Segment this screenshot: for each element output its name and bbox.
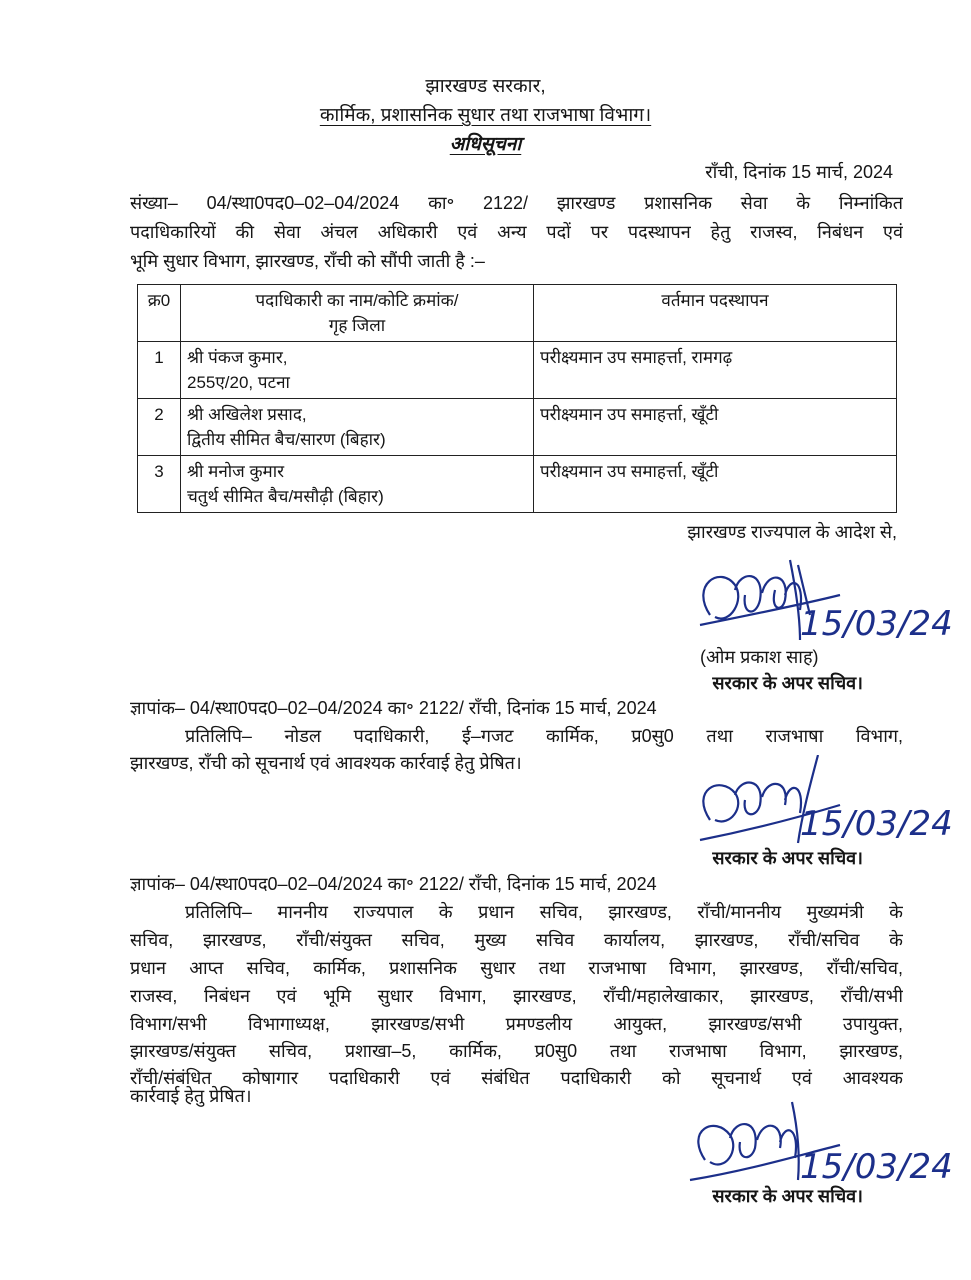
text-line: पदाधिकारियों की सेवा अंचल अधिकारी एवं अन्य पदों पर पदस्थापन हेतु राजस्व, निबंधन एवं	[130, 222, 903, 242]
signature	[690, 755, 960, 850]
officers-table	[137, 284, 897, 513]
text-line: राजस्व, निबंधन एवं भूमि सुधार विभाग, झारखण्ड, राँची/महालेखाकार, झारखण्ड, राँची/सभी	[130, 986, 903, 1006]
cell-name	[181, 399, 534, 456]
col-sn: क्र0	[138, 285, 181, 342]
signature	[680, 1100, 960, 1195]
table-header-row	[138, 285, 897, 342]
memo-ref: ज्ञापांक– 04/स्था0पद0–02–04/2024 का॰ 2122/ राँची, दिनांक 15 मार्च, 2024	[130, 874, 657, 894]
text-line: प्रधान आप्त सचिव, कार्मिक, प्रशासनिक सुधार तथा राजभाषा विभाग, झारखण्ड, राँची/सचिव,	[130, 958, 903, 978]
officer-name: श्री पंकज कुमार,	[187, 348, 288, 367]
cell-posting: परीक्ष्यमान उप समाहर्त्ता, खूँटी	[534, 456, 897, 513]
officer-detail: 255ए/20, पटना	[187, 373, 290, 392]
officer-detail: द्वितीय सीमित बैच/सारण (बिहार)	[187, 430, 386, 449]
signature-date: 15/03/24	[800, 1147, 953, 1187]
doc-type: अधिसूचना	[449, 134, 522, 155]
col-name	[181, 285, 534, 342]
signature	[690, 555, 960, 650]
place-date: राँची, दिनांक 15 मार्च, 2024	[705, 162, 893, 182]
text-line: कार्रवाई हेतु प्रेषित।	[130, 1086, 252, 1106]
officer-detail: चतुर्थ सीमित बैच/मसौढ़ी (बिहार)	[187, 487, 384, 506]
officer-name: श्री मनोज कुमार	[187, 462, 285, 481]
text-line: संख्या– 04/स्था0पद0–02–04/2024 का॰ 2122/ झारखण्ड प्रशासनिक सेवा के निम्नांकित	[130, 193, 903, 213]
order-line: झारखण्ड राज्यपाल के आदेश से,	[687, 522, 897, 542]
text-line: विभाग/सभी विभागाध्यक्ष, झारखण्ड/सभी प्रमण्डलीय आयुक्त, झारखण्ड/सभी उपायुक्त,	[130, 1014, 903, 1034]
text-line: प्रतिलिपि– नोडल पदाधिकारी, ई–गजट कार्मिक, प्र0सु0 तथा राजभाषा विभाग,	[185, 726, 903, 746]
table-row	[138, 342, 897, 399]
text-line: झारखण्ड, राँची को सूचनार्थ एवं आवश्यक कार्रवाई हेतु प्रेषित।	[130, 753, 522, 773]
department-name: कार्मिक, प्रशासनिक सुधार तथा राजभाषा विभाग।	[319, 105, 652, 126]
signature-date: 15/03/24	[800, 604, 953, 644]
signatory-name: (ओम प्रकाश साह)	[700, 647, 819, 667]
cell-name	[181, 342, 534, 399]
cell-sn: 3	[138, 456, 181, 513]
table-row	[138, 399, 897, 456]
signature-date: 15/03/24	[800, 804, 953, 844]
cell-posting: परीक्ष्यमान उप समाहर्त्ता, खूँटी	[534, 399, 897, 456]
signatory-designation: सरकार के अपर सचिव।	[712, 848, 863, 868]
col-posting: वर्तमान पदस्थापन	[534, 285, 897, 342]
cell-name	[181, 456, 534, 513]
cell-sn: 1	[138, 342, 181, 399]
col-name-line1: पदाधिकारी का नाम/कोटि क्रमांक/	[255, 291, 459, 310]
text-line: राँची/संबंधित कोषागार पदाधिकारी एवं संबंधित पदाधिकारी को सूचनार्थ एवं आवश्यक	[130, 1068, 903, 1088]
memo-ref: ज्ञापांक– 04/स्था0पद0–02–04/2024 का॰ 2122/ राँची, दिनांक 15 मार्च, 2024	[130, 698, 657, 718]
text-line: झारखण्ड/संयुक्त सचिव, प्रशाखा–5, कार्मिक, प्र0सु0 तथा राजभाषा विभाग, झारखण्ड,	[130, 1041, 903, 1061]
table-row	[138, 456, 897, 513]
org-name: झारखण्ड सरकार,	[425, 76, 546, 97]
col-name-line2: गृह जिला	[328, 316, 386, 335]
signatory-designation: सरकार के अपर सचिव।	[712, 1186, 863, 1206]
text-line: भूमि सुधार विभाग, झारखण्ड, राँची को सौंपी जाती है :–	[130, 251, 485, 271]
officer-name: श्री अखिलेश प्रसाद,	[187, 405, 307, 424]
text-line: सचिव, झारखण्ड, राँची/संयुक्त सचिव, मुख्य सचिव कार्यालय, झारखण्ड, राँची/सचिव के	[130, 930, 903, 950]
text-line: प्रतिलिपि– माननीय राज्यपाल के प्रधान सचिव, झारखण्ड, राँची/माननीय मुख्यमंत्री के	[185, 902, 903, 922]
signatory-designation: सरकार के अपर सचिव।	[712, 673, 863, 693]
cell-posting: परीक्ष्यमान उप समाहर्त्ता, रामगढ़	[534, 342, 897, 399]
cell-sn: 2	[138, 399, 181, 456]
